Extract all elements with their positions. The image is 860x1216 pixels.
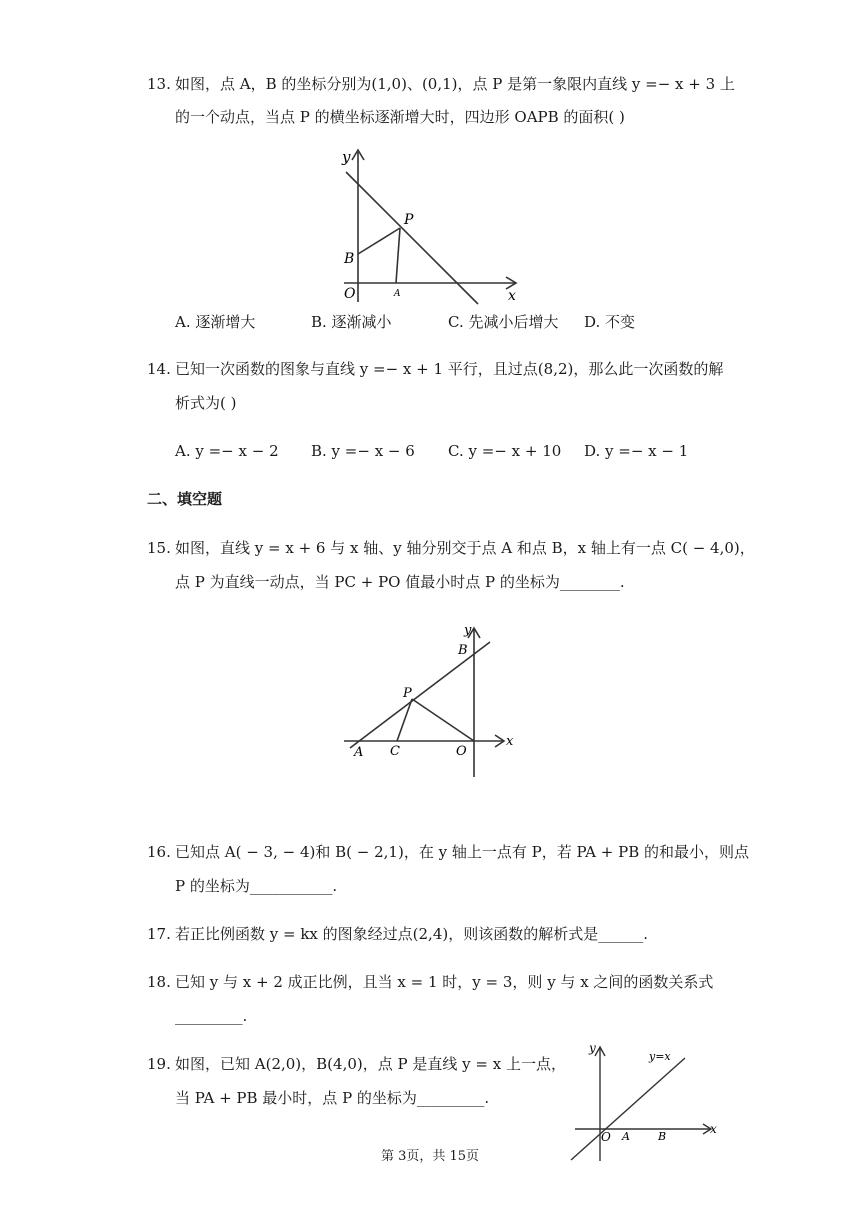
label-o: O [344,286,356,302]
label-x: x [508,288,516,304]
question-14-option-d[interactable]: D. y =− x − 1 [584,442,689,460]
question-14-option-a[interactable]: A. y =− x − 2 [175,442,279,460]
label-a: A [354,745,364,760]
question-15-text-line-2: 点 P 为直线一动点，当 PC + PO 值最小时点 P 的坐标为________. [175,573,625,591]
question-16-number: 16. [147,843,171,861]
label-p: P [403,686,412,701]
label-p: P [404,212,414,228]
question-15-text-line-1: 如图，直线 y = x + 6 与 x 轴、y 轴分别交于点 A 和点 B，x 轴上有一点 C( − 4,0)， [175,539,755,557]
question-13-option-b[interactable]: B. 逐渐减小 [311,313,392,331]
question-18-text-line-1: 已知 y 与 x + 2 成正比例，且当 x = 1 时，y = 3，则 y 与 x 之间的函数关系式 [175,973,714,991]
segment-pc [397,699,412,741]
question-13-figure [330,140,530,310]
label-y: y [342,148,351,166]
label-x: x [506,734,514,749]
question-15-number: 15. [147,539,171,557]
question-17-text-line-1: 若正比例函数 y = kx 的图象经过点(2,4)，则该函数的解析式是______. [175,925,648,943]
segment-bp [358,228,400,254]
question-17-number: 17. [147,925,171,943]
question-19-number: 19. [147,1055,171,1073]
question-18-text-line-2: _________. [175,1007,248,1025]
question-13-option-c[interactable]: C. 先减小后增大 [448,313,559,331]
line-y-x-plus-6 [350,642,490,748]
label-b: B [344,251,355,267]
question-19-text-line-1: 如图，已知 A(2,0)，B(4,0)，点 P 是直线 y = x 上一点， [175,1055,566,1073]
question-16-text-line-1: 已知点 A( − 3, − 4)和 B( − 2,1)，在 y 轴上一点有 P，若 PA + PB 的和最小，则点 [175,843,750,861]
question-13-text-line-1: 如图，点 A，B 的坐标分别为(1,0)、(0,1)，点 P 是第一象限内直线 y =− x + 3 上 [175,75,735,93]
question-15-figure [340,620,530,785]
question-14-option-c[interactable]: C. y =− x + 10 [448,442,562,460]
question-14-number: 14. [147,360,171,378]
label-x: x [710,1122,717,1136]
question-19-figure [565,1040,725,1165]
question-13-option-d[interactable]: D. 不变 [584,313,636,331]
question-13-text-line-2: 的一个动点，当点 P 的横坐标逐渐增大时，四边形 OAPB 的面积( ) [175,108,625,126]
question-13-option-a[interactable]: A. 逐渐增大 [175,313,256,331]
label-line-y-equals-x: y=x [649,1050,671,1063]
question-14-text-line-1: 已知一次函数的图象与直线 y =− x + 1 平行，且过点(8,2)，那么此一次函数的解 [175,360,724,378]
label-b: B [458,643,468,658]
question-14-option-b[interactable]: B. y =− x − 6 [311,442,415,460]
label-o: O [456,744,467,759]
section-fill-in-blank: 二、填空题 [147,490,223,508]
label-c: C [390,744,400,759]
label-o: O [601,1130,611,1144]
label-a: A [622,1130,630,1143]
question-18-number: 18. [147,973,171,991]
label-y: y [464,623,472,638]
label-a: A [394,289,401,299]
segment-pa [396,228,400,283]
line-y-equals-x [571,1058,685,1160]
segment-po [412,699,474,741]
page-footer: 第 3页，共 15页 [380,1149,480,1164]
line-y-neg-x-plus-3 [346,172,478,304]
label-y: y [589,1041,596,1055]
question-14-text-line-2: 析式为( ) [175,394,237,412]
label-b: B [658,1130,667,1143]
question-19-text-line-2: 当 PA + PB 最小时，点 P 的坐标为_________. [175,1089,490,1107]
question-16-text-line-2: P 的坐标为___________. [175,877,338,895]
question-13-number: 13. [147,75,171,93]
